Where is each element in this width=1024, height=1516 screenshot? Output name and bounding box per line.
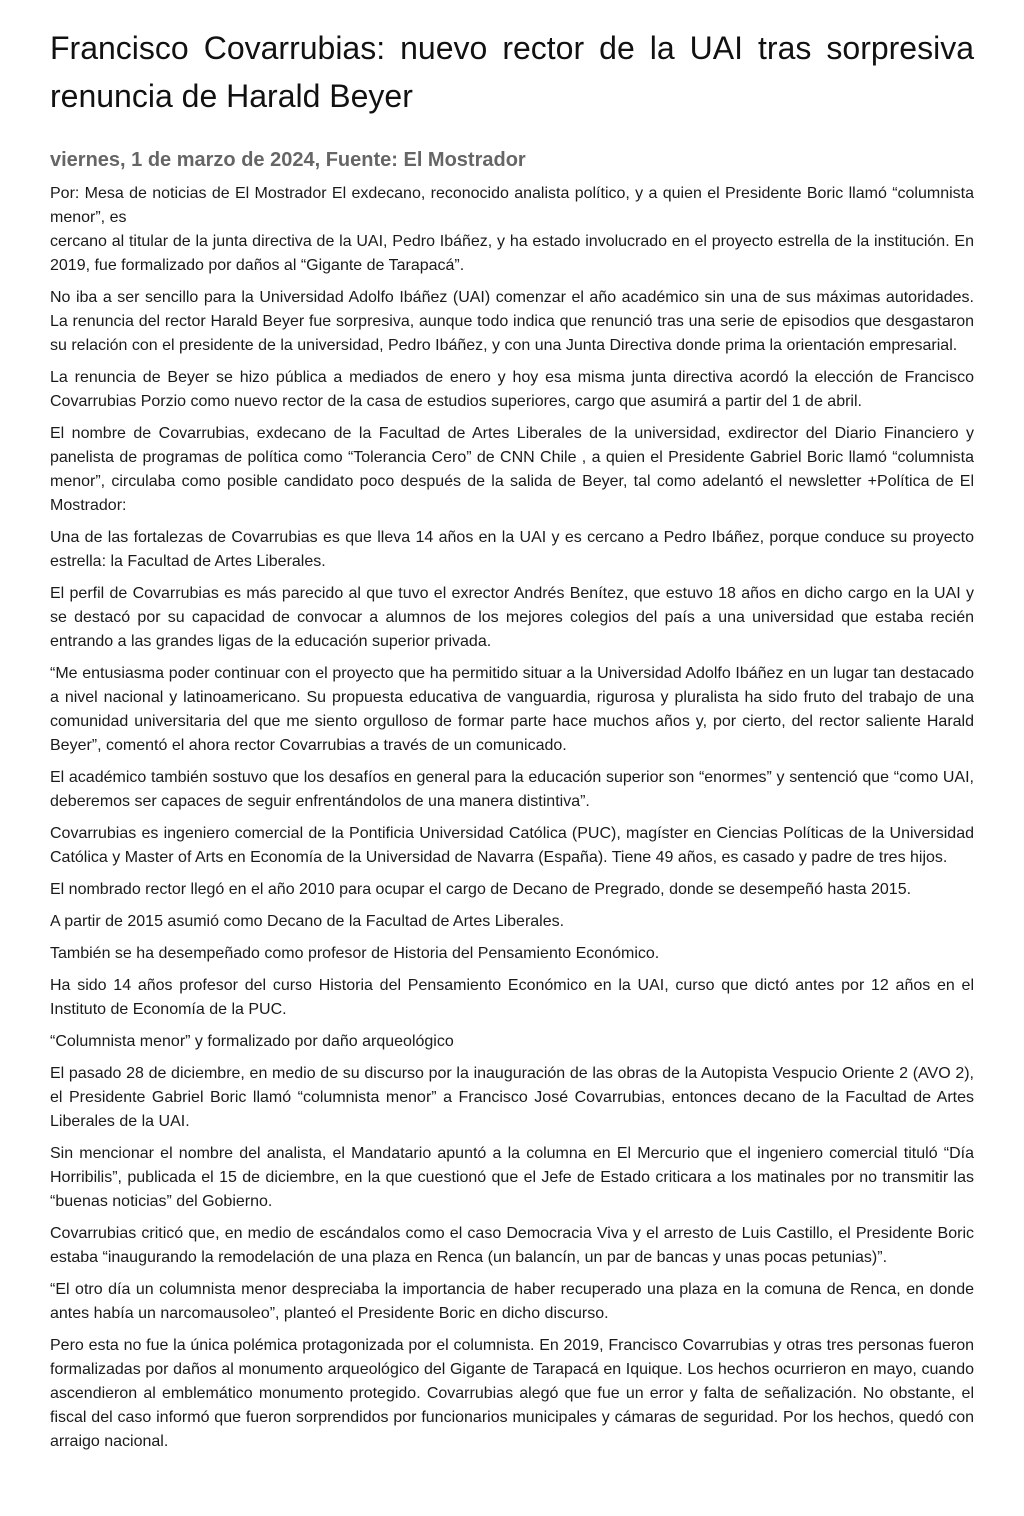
article-paragraph: El nombrado rector llegó en el año 2010 para ocupar el cargo de Decano de Pregrado, donde se desempeñó hasta 2015. [50, 881, 912, 898]
article-paragraph: Sin mencionar el nombre del analista, el Mandatario apuntó a la columna en El Mercurio que el ingeniero comercial tituló “Día Horribilis”, publicada el 15 de diciembre, en la que cuestionó que el Jefe de Estado criticara a los matinales por no transmitir las “buenas noticias” del Gobierno. [50, 1145, 974, 1210]
article-paragraph: El académico también sostuvo que los desafíos en general para la educación superior son “enormes” y sentenció que “como UAI, deberemos ser capaces de seguir enfrentándolos de una manera distintiva”. [50, 769, 974, 810]
intro-line: Por: Mesa de noticias de El Mostrador El exdecano, reconocido analista político, y a quien el Presidente Boric llamó “columnista menor”, es [50, 185, 974, 226]
article-paragraph: Ha sido 14 años profesor del curso Historia del Pensamiento Económico en la UAI, curso que dictó antes por 12 años en el Instituto de Economía de la PUC. [50, 977, 974, 1018]
article-paragraph: El nombre de Covarrubias, exdecano de la Facultad de Artes Liberales de la universidad, exdirector del Diario Financiero y panelista de programas de política como “Tolerancia Cero” de CNN Chile , a quien el Presidente Gabriel Boric llamó “columnista menor”, circulaba como posible candidato poco después de la salida de Beyer, tal como adelantó el newsletter +Política de El Mostrador: [50, 425, 974, 514]
intro-line: cercano al titular de la junta directiva de la UAI, Pedro Ibáñez, y ha estado involucrado en el proyecto estrella de la institución. En 2019, fue formalizado por daños al “Gigante de Tarapacá”. [50, 233, 974, 274]
article-paragraph: El perfil de Covarrubias es más parecido al que tuvo el exrector Andrés Benítez, que estuvo 18 años en dicho cargo en la UAI y se destacó por su capacidad de convocar a alumnos de los mejores colegios del país a una universidad que estaba recién entrando a las grandes ligas de la educación superior privada. [50, 585, 974, 650]
article-paragraph: Una de las fortalezas de Covarrubias es que lleva 14 años en la UAI y es cercano a Pedro Ibáñez, porque conduce su proyecto estrella: la Facultad de Artes Liberales. [50, 529, 974, 570]
article-title: Francisco Covarrubias: nuevo rector de la UAI tras sorpresiva renuncia de Harald Beyer [50, 30, 974, 114]
article-subheading: “Columnista menor” y formalizado por daño arqueológico [50, 1033, 454, 1050]
article-body [50, 182, 974, 1454]
article-paragraph: No iba a ser sencillo para la Universidad Adolfo Ibáñez (UAI) comenzar el año académico sin una de sus máximas autoridades. La renuncia del rector Harald Beyer fue sorpresiva, aunque todo indica que renunció tras una serie de episodios que desgastaron su relación con el presidente de la universidad, Pedro Ibáñez, y con una Junta Directiva donde prima la orientación empresarial. [50, 289, 974, 354]
article-dateline: viernes, 1 de marzo de 2024, Fuente: El Mostrador [50, 149, 526, 171]
article-paragraph: “El otro día un columnista menor despreciaba la importancia de haber recuperado una plaza en la comuna de Renca, en donde antes había un narcomausoleo”, planteó el Presidente Boric en dicho discurso. [50, 1281, 974, 1322]
article-paragraph: “Me entusiasma poder continuar con el proyecto que ha permitido situar a la Universidad Adolfo Ibáñez en un lugar tan destacado a nivel nacional y latinoamericano. Su propuesta educativa de vanguardia, rigurosa y pluralista ha sido fruto del trabajo de una comunidad universitaria del que me siento orgulloso de formar parte hace muchos años y, por cierto, del rector saliente Harald Beyer”, comentó el ahora rector Covarrubias a través de un comunicado. [50, 665, 974, 754]
article-paragraph: También se ha desempeñado como profesor de Historia del Pensamiento Económico. [50, 945, 660, 962]
article-paragraph: El pasado 28 de diciembre, en medio de su discurso por la inauguración de las obras de la Autopista Vespucio Oriente 2 (AVO 2), el Presidente Gabriel Boric llamó “columnista menor” a Francisco José Covarrubias, entonces decano de la Facultad de Artes Liberales de la UAI. [50, 1065, 974, 1130]
article-paragraph: Covarrubias es ingeniero comercial de la Pontificia Universidad Católica (PUC), magíster en Ciencias Políticas de la Universidad Católica y Master of Arts en Economía de la Universidad de Navarra (España). Tiene 49 años, es casado y padre de tres hijos. [50, 825, 974, 866]
article-paragraph: Pero esta no fue la única polémica protagonizada por el columnista. En 2019, Francisco Covarrubias y otras tres personas fueron formalizadas por daños al monumento arqueológico del Gigante de Tarapacá en Iquique. Los hechos ocurrieron en mayo, cuando ascendieron al emblemático monumento protegido. Covarrubias alegó que fue un error y falta de señalización. No obstante, el fiscal del caso informó que fueron sorprendidos por funcionarios municipales y cámaras de seguridad. Por los hechos, quedó con arraigo nacional. [50, 1337, 974, 1450]
article-paragraph: La renuncia de Beyer se hizo pública a mediados de enero y hoy esa misma junta directiva acordó la elección de Francisco Covarrubias Porzio como nuevo rector de la casa de estudios superiores, cargo que asumirá a partir del 1 de abril. [50, 369, 974, 410]
article-paragraph: Covarrubias criticó que, en medio de escándalos como el caso Democracia Viva y el arresto de Luis Castillo, el Presidente Boric estaba “inaugurando la remodelación de una plaza en Renca (un balancín, un par de bancas y unas pocas petunias)”. [50, 1225, 974, 1266]
article-intro [50, 182, 974, 278]
article-paragraph: A partir de 2015 asumió como Decano de la Facultad de Artes Liberales. [50, 913, 565, 930]
